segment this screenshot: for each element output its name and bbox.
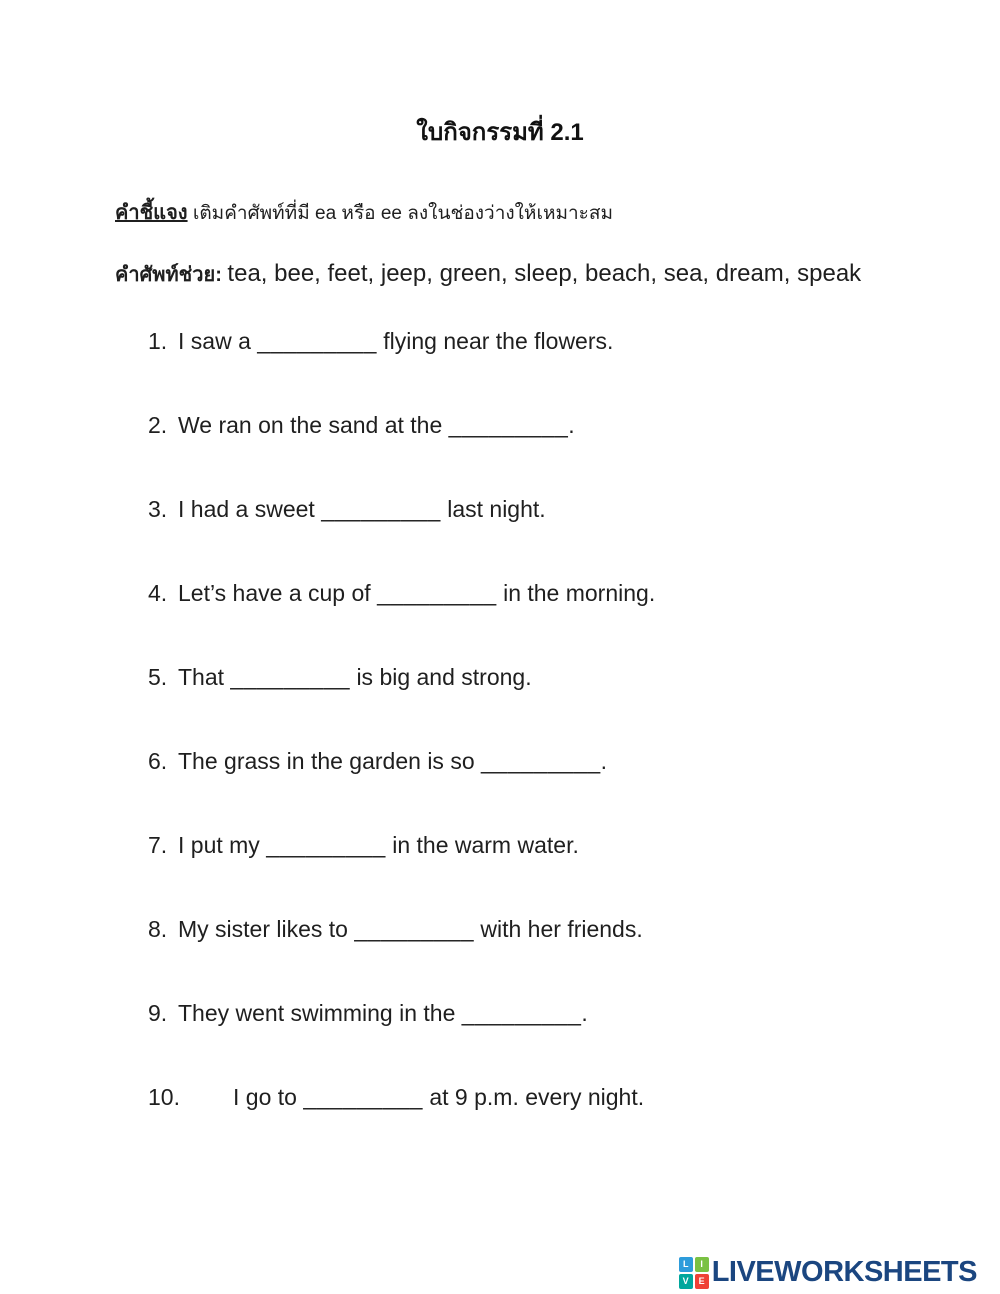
- question-text-after: .: [600, 748, 608, 774]
- liveworksheets-grid-icon: [679, 1257, 709, 1289]
- question-blank[interactable]: _________: [377, 580, 497, 606]
- liveworksheets-brand-text: LIVEWORKSHEETS: [711, 1255, 977, 1288]
- question-number: 6.: [148, 748, 168, 774]
- question-text-before: Let’s have a cup of: [178, 580, 378, 606]
- question-text-after: last night.: [440, 496, 546, 522]
- question-text-before: I go to: [233, 1084, 304, 1110]
- question-blank[interactable]: _________: [266, 832, 386, 858]
- question-number: 10.: [148, 1084, 180, 1110]
- question-text-before: I had a sweet: [178, 496, 322, 522]
- question-row-1: [148, 326, 655, 410]
- question-row-3: [148, 494, 655, 578]
- question-row-10: [148, 1082, 655, 1166]
- logo-square-e: E: [695, 1274, 709, 1289]
- question-blank[interactable]: _________: [257, 328, 377, 354]
- question-number: 4.: [148, 580, 168, 606]
- question-blank[interactable]: _________: [303, 1084, 423, 1110]
- question-blank[interactable]: _________: [448, 412, 569, 438]
- question-text-after: with her friends.: [474, 916, 643, 942]
- question-row-2: [148, 410, 655, 494]
- question-text-before: We ran on the sand at the: [178, 412, 449, 438]
- question-number: 8.: [148, 916, 168, 942]
- instructions-text: เติมคำศัพท์ที่มี ea หรือ ee ลงในช่องว่างให้เหมาะสม: [187, 203, 613, 224]
- question-row-8: [148, 914, 655, 998]
- question-blank[interactable]: _________: [321, 496, 441, 522]
- instructions-label: คำชี้แจง: [115, 202, 188, 224]
- question-text-before: I put my: [178, 832, 267, 858]
- question-number: 9.: [148, 1000, 168, 1026]
- question-row-5: [148, 662, 655, 746]
- page-title: ใบกิจกรรมที่ 2.1: [416, 119, 584, 146]
- question-number: 3.: [148, 496, 168, 522]
- wordbank-label: คำศัพท์ช่วย:: [115, 264, 228, 286]
- question-row-9: [148, 998, 655, 1082]
- logo-square-v: V: [679, 1274, 693, 1289]
- question-text-before: I saw a: [178, 328, 258, 354]
- question-list: [148, 326, 655, 1166]
- liveworksheets-logo[interactable]: [679, 1255, 977, 1289]
- question-row-6: [148, 746, 655, 830]
- question-text-after: flying near the flowers.: [376, 328, 614, 354]
- question-text-after: .: [568, 412, 575, 438]
- logo-square-i: I: [695, 1257, 709, 1272]
- question-blank[interactable]: _________: [230, 664, 351, 690]
- question-number: 5.: [148, 664, 168, 690]
- question-row-7: [148, 830, 655, 914]
- question-text-after: .: [581, 1000, 588, 1026]
- wordbank-words: tea, bee, feet, jeep, green, sleep, beach, sea, dream, speak: [227, 260, 862, 287]
- question-blank[interactable]: _________: [354, 916, 474, 942]
- question-text-before: The grass in the garden is so: [178, 748, 481, 774]
- question-text-before: They went swimming in the: [178, 1000, 462, 1026]
- question-number: 2.: [148, 412, 168, 438]
- question-text-after: at 9 p.m. every night.: [422, 1084, 645, 1110]
- question-number: 1.: [148, 328, 168, 354]
- logo-square-l: L: [679, 1257, 693, 1272]
- question-text-after: is big and strong.: [350, 664, 532, 690]
- question-number: 7.: [148, 832, 168, 858]
- question-blank[interactable]: _________: [461, 1000, 582, 1026]
- wordbank-line: [115, 258, 861, 290]
- instructions-line: [115, 196, 613, 228]
- question-text-after: in the morning.: [496, 580, 656, 606]
- question-text-after: in the warm water.: [385, 832, 579, 858]
- question-row-4: [148, 578, 655, 662]
- question-text-before: My sister likes to: [178, 916, 355, 942]
- question-text-before: That: [178, 664, 231, 690]
- question-blank[interactable]: _________: [481, 748, 601, 774]
